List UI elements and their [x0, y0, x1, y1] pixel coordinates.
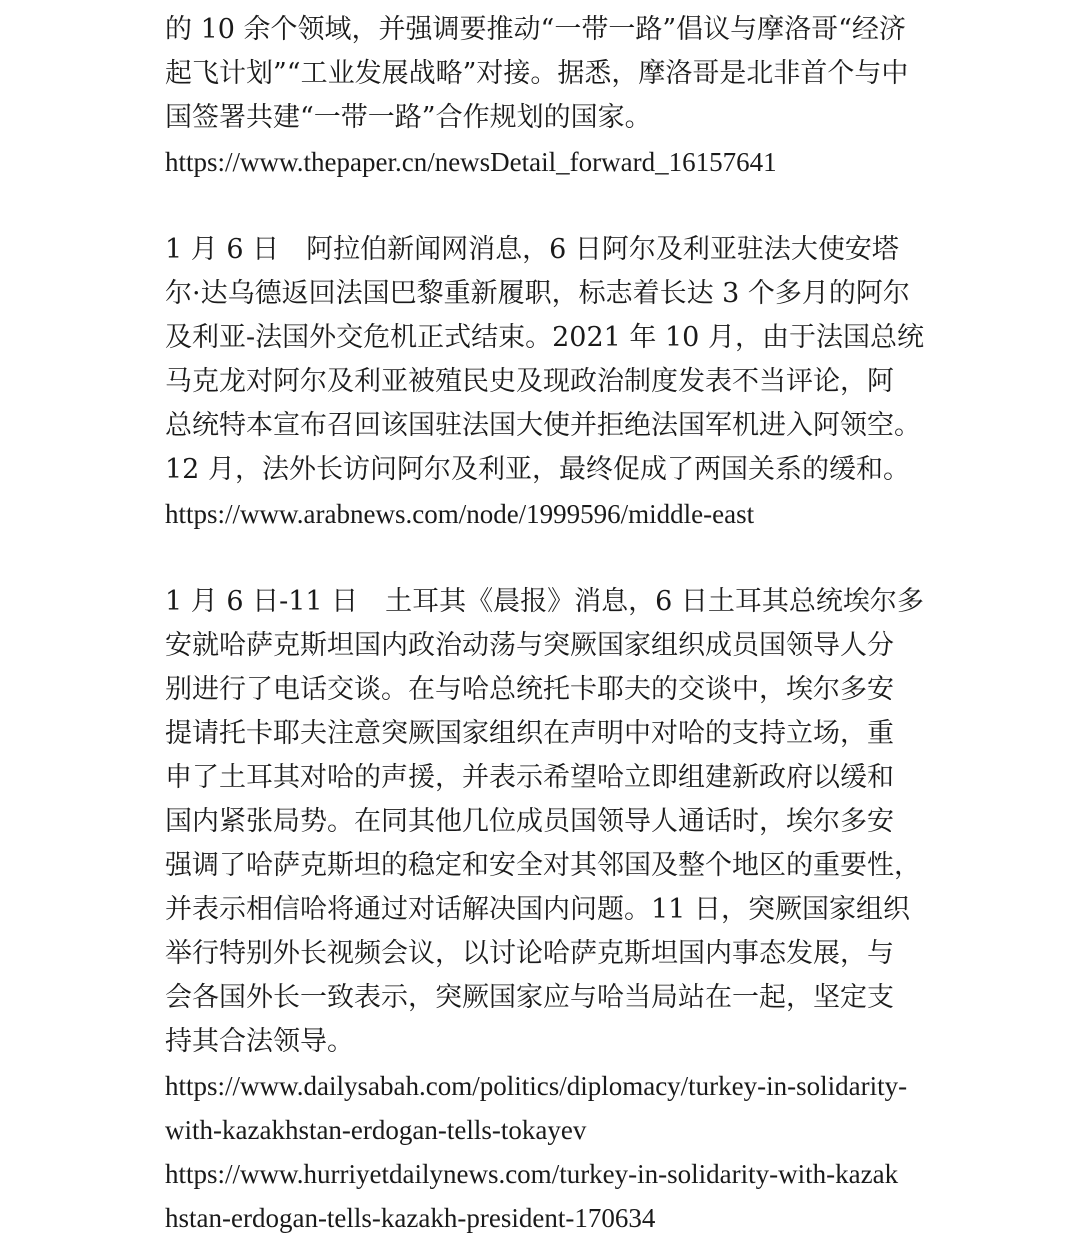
source-link[interactable]: https://www.hurriyetdailynews.com/turkey-in-solidarity-with-kazak: [165, 1159, 899, 1189]
news-entry: [165, 8, 925, 184]
paragraph-line: 总统特本宣布召回该国驻法国大使并拒绝法国军机进入阿领空。: [165, 410, 921, 441]
paragraph-line: 国签署共建“一带一路”合作规划的国家。: [165, 102, 652, 133]
source-link[interactable]: https://www.thepaper.cn/newsDetail_forward_16157641: [165, 147, 777, 177]
paragraph-line: 持其合法领导。: [165, 1026, 354, 1057]
news-entry: [165, 580, 925, 1240]
entry-spacer: [165, 184, 925, 228]
source-link-continuation[interactable]: hstan-erdogan-tells-kazakh-president-170634: [165, 1203, 656, 1233]
paragraph-line: 并表示相信哈将通过对话解决国内问题。11 日，突厥国家组织: [165, 894, 910, 925]
paragraph-line: 及利亚-法国外交危机正式结束。2021 年 10 月，由于法国总统: [165, 322, 924, 353]
paragraph-line: 提请托卡耶夫注意突厥国家组织在声明中对哈的支持立场，重: [165, 718, 894, 749]
paragraph-line: 尔·达乌德返回法国巴黎重新履职，标志着长达 3 个多月的阿尔: [165, 278, 910, 309]
news-entry: [165, 228, 925, 536]
paragraph-line: 申了土耳其对哈的声援，并表示希望哈立即组建新政府以缓和: [165, 762, 894, 793]
paragraph-line: 的 10 余个领域，并强调要推动“一带一路”倡议与摩洛哥“经济: [165, 14, 906, 45]
entry-spacer: [165, 536, 925, 580]
paragraph-line: 会各国外长一致表示，突厥国家应与哈当局站在一起，坚定支: [165, 982, 894, 1013]
paragraph-line: 马克龙对阿尔及利亚被殖民史及现政治制度发表不当评论，阿: [165, 366, 894, 397]
paragraph-line: 别进行了电话交谈。在与哈总统托卡耶夫的交谈中，埃尔多安: [165, 674, 894, 705]
source-link[interactable]: https://www.dailysabah.com/politics/diplomacy/turkey-in-solidarity-: [165, 1071, 908, 1101]
paragraph-line: 强调了哈萨克斯坦的稳定和安全对其邻国及整个地区的重要性，: [165, 850, 921, 881]
paragraph-line: 安就哈萨克斯坦国内政治动荡与突厥国家组织成员国领导人分: [165, 630, 894, 661]
paragraph-line: 1 月 6 日-11 日 土耳其《晨报》消息，6 日土耳其总统埃尔多: [165, 586, 924, 617]
paragraph-line: 起飞计划”“工业发展战略”对接。据悉，摩洛哥是北非首个与中: [165, 58, 909, 89]
document-page: [165, 8, 925, 1240]
source-link[interactable]: https://www.arabnews.com/node/1999596/middle-east: [165, 499, 755, 529]
paragraph-line: 1 月 6 日 阿拉伯新闻网消息，6 日阿尔及利亚驻法大使安塔: [165, 234, 899, 265]
paragraph-line: 国内紧张局势。在同其他几位成员国领导人通话时，埃尔多安: [165, 806, 894, 837]
source-link-continuation[interactable]: with-kazakhstan-erdogan-tells-tokayev: [165, 1115, 587, 1145]
paragraph-line: 举行特别外长视频会议，以讨论哈萨克斯坦国内事态发展，与: [165, 938, 894, 969]
paragraph-line: 12 月，法外长访问阿尔及利亚，最终促成了两国关系的缓和。: [165, 454, 910, 485]
